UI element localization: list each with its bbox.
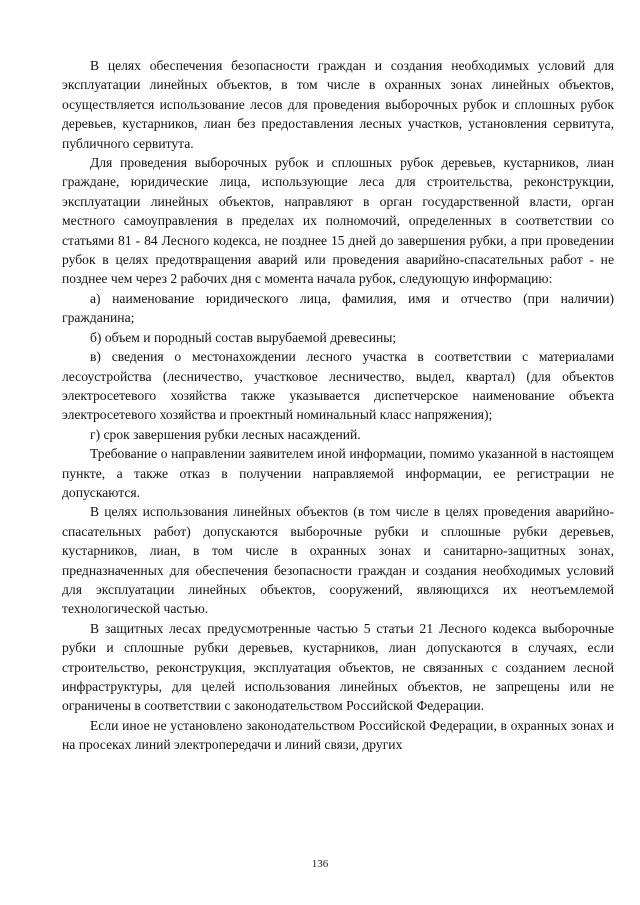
page-number: 136: [311, 858, 329, 870]
document-page: [62, 56, 614, 755]
list-item-b: б) объем и породный состав вырубаемой древесины;: [90, 329, 397, 345]
paragraph-protective-forests: В защитных лесах предусмотренные частью 5 статьи 21 Лесного кодекса выборочные рубки и сплошные рубки деревьев, кустарников, лиан допускаются в случаях, если строительство, реконструкция, эксплуатация объектов, не связанных с созданием лесной инфраструктуры, для целей использования линейных объектов, не запрещены или не ограничены в соответствии с законодательством Российской Федерации.: [62, 620, 614, 714]
paragraph-2: Для проведения выборочных рубок и сплошных рубок деревьев, кустарников, лиан граждане, юридические лица, использующие леса для строительства, реконструкции, эксплуатации линейных объектов, направляют в орган государственной власти, орган местного самоуправления в пределах их полномочий, определенных в соответствии со статьями 81 - 84 Лесного кодекса, не позднее 15 дней до завершения рубки, а при проведении рубок в целях предотвращения аварий или проведения аварийно-спасательных работ - не позднее чем через 2 рабочих дня с момента начала рубок, следующую информацию:: [62, 155, 614, 287]
paragraph-security-zones: Если иное не установлено законодательством Российской Федерации, в охранных зонах и на просеках линий электропередачи и линий связи, других: [62, 717, 614, 753]
list-item-a: а) наименование юридического лица, фамилия, имя и отчество (при наличии) гражданина;: [62, 290, 614, 326]
paragraph-requirement: Требование о направлении заявителем иной информации, помимо указанной в настоящем пункте, а также отказ в получении направляемой информации, ее регистрации не допускаются.: [62, 446, 614, 500]
list-item-v: в) сведения о местонахождении лесного участка в соответствии с материалами лесоустройства (лесничество, участковое лесничество, выдел, квартал) (для объектов электросетевого хозяйства также указывается диспетчерское наименование объекта электросетевого хозяйства и проектный номинальный класс напряжения);: [62, 349, 614, 423]
paragraph-1: В целях обеспечения безопасности граждан и создания необходимых условий для эксплуатации линейных объектов, в том числе в охранных зонах линейных объектов, осуществляется использование лесов для проведения выборочных рубок и сплошных рубок деревьев, кустарников, лиан без предоставления лесных участков, установления сервитута, публичного сервитута.: [62, 58, 614, 151]
paragraph-linear-objects: В целях использования линейных объектов (в том числе в целях проведения аварийно-спасательных работ) допускаются выборочные рубки и сплошные рубки деревьев, кустарников, лиан, в том числе в охранных зонах и санитарно-защитных зонах, предназначенных для обеспечения безопасности граждан и создания необходимых условий для эксплуатации линейных объектов, сооружений, являющихся их неотъемлемой технологической частью.: [62, 504, 614, 617]
list-item-g: г) срок завершения рубки лесных насаждений.: [90, 426, 361, 442]
